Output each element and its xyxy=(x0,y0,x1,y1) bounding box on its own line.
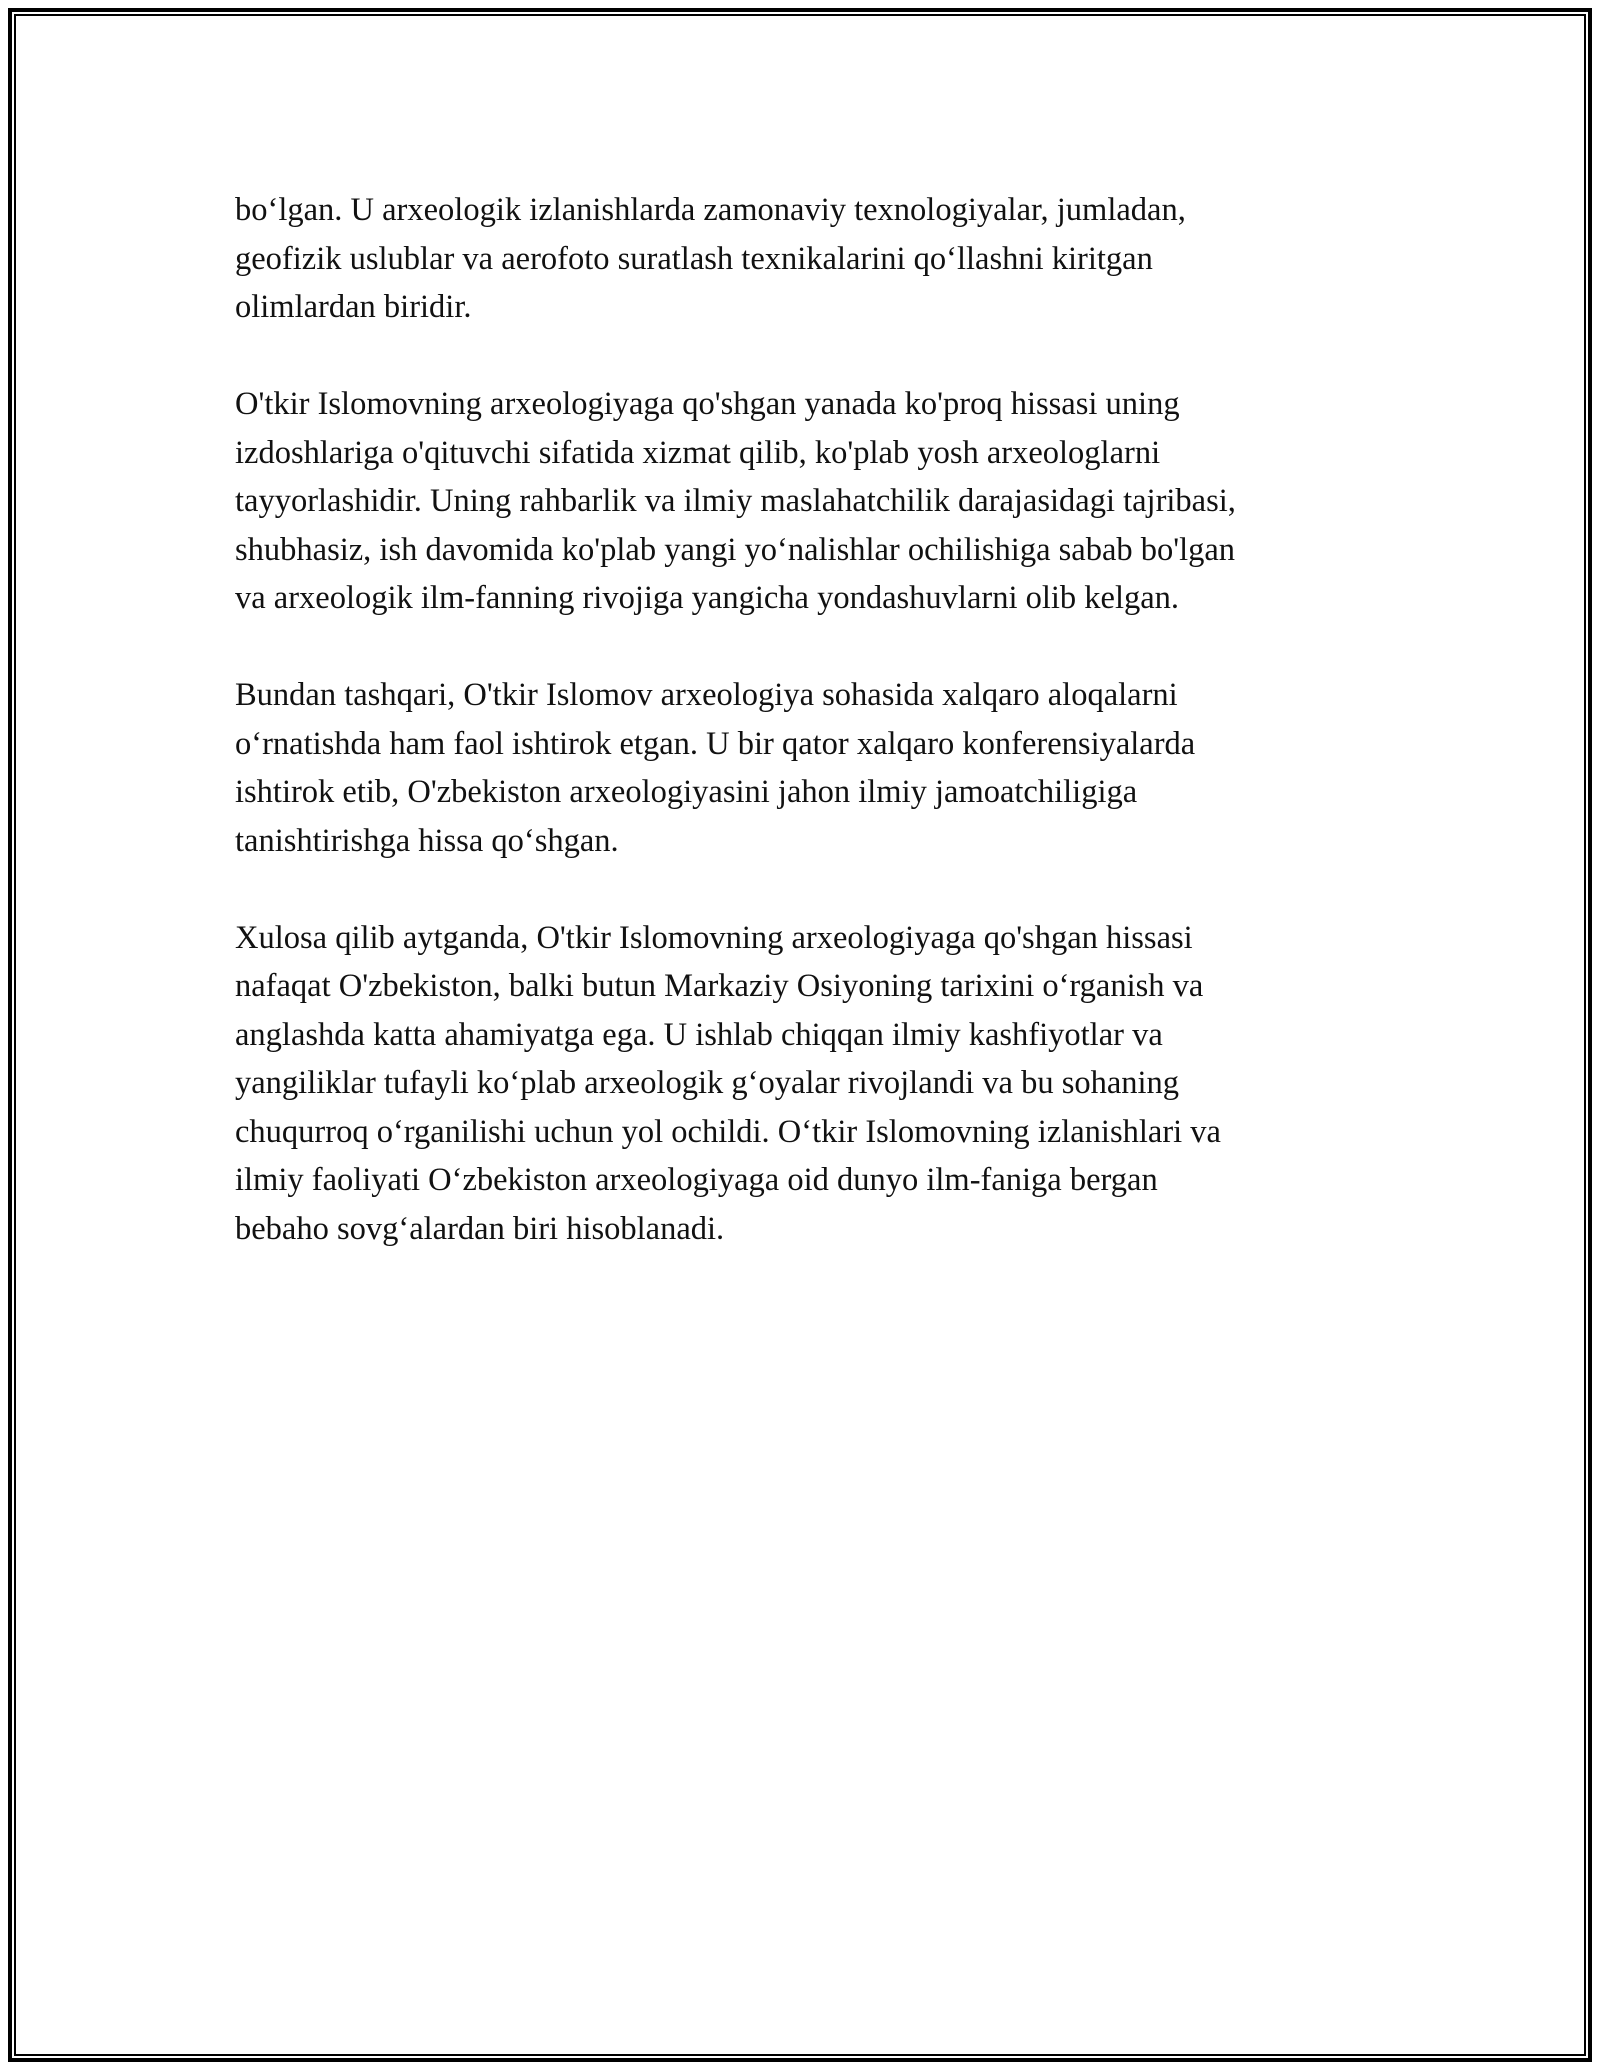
paragraph-1 xyxy=(235,186,1385,332)
paragraph-line: nafaqat O'zbekiston, balki butun Markaziy Osiyoning tarixini o‘rganish va xyxy=(235,968,1204,1004)
paragraph-line: Bundan tashqari, O'tkir Islomov arxeologiya sohasida xalqaro aloqalarni xyxy=(235,677,1178,713)
paragraph-line: bebaho sovg‘alardan biri hisoblanadi. xyxy=(235,1210,725,1247)
paragraph-line: bo‘lgan. U arxeologik izlanishlarda zamonaviy texnologiyalar, jumladan, xyxy=(235,192,1186,228)
paragraph-line: va arxeologik ilm-fanning rivojiga yangicha yondashuvlarni olib kelgan. xyxy=(235,580,1180,616)
paragraph-line: o‘rnatishda ham faol ishtirok etgan. U bir qator xalqaro konferensiyalarda xyxy=(235,725,1196,762)
paragraph-2 xyxy=(235,380,1385,623)
paragraph-line: geofizik uslublar va aerofoto suratlash texnikalarini qo‘llashni kiritgan xyxy=(235,240,1153,277)
paragraph-line: O'tkir Islomovning arxeologiyaga qo'shgan yanada ko'proq hissasi uning xyxy=(235,386,1180,422)
paragraph-line: ishtirok etib, O'zbekiston arxeologiyasini jahon ilmiy jamoatchiligiga xyxy=(235,774,1138,810)
paragraph-line: Xulosa qilib aytganda, O'tkir Islomovning arxeologiyaga qo'shgan hissasi xyxy=(235,919,1193,956)
paragraph-line: shubhasiz, ish davomida ko'plab yangi yo‘nalishlar ochilishiga sabab bo'lgan xyxy=(235,531,1236,568)
paragraph-line: anglashda katta ahamiyatga ega. U ishlab chiqqan ilmiy kashfiyotlar va xyxy=(235,1016,1163,1053)
paragraph-line: ilmiy faoliyati O‘zbekiston arxeologiyaga oid dunyo ilm-faniga bergan xyxy=(235,1162,1158,1198)
paragraph-line: tanishtirishga hissa qo‘shgan. xyxy=(235,822,619,859)
paragraph-line: tayyorlashidir. Uning rahbarlik va ilmiy maslahatchilik darajasidagi tajribasi, xyxy=(235,483,1236,519)
paragraph-line: yangiliklar tufayli ko‘plab arxeologik g‘oyalar rivojlandi va bu sohaning xyxy=(235,1065,1180,1101)
paragraph-line: olimlardan biridir. xyxy=(235,289,472,325)
document-body xyxy=(235,186,1385,1302)
paragraph-line: chuqurroq o‘rganilishi uchun yol ochildi. O‘tkir Islomovning izlanishlari va xyxy=(235,1113,1221,1150)
paragraph-4 xyxy=(235,914,1385,1254)
paragraph-line: izdoshlariga o'qituvchi sifatida xizmat qilib, ko'plab yosh arxeologlarni xyxy=(235,434,1161,471)
paragraph-3 xyxy=(235,671,1385,865)
